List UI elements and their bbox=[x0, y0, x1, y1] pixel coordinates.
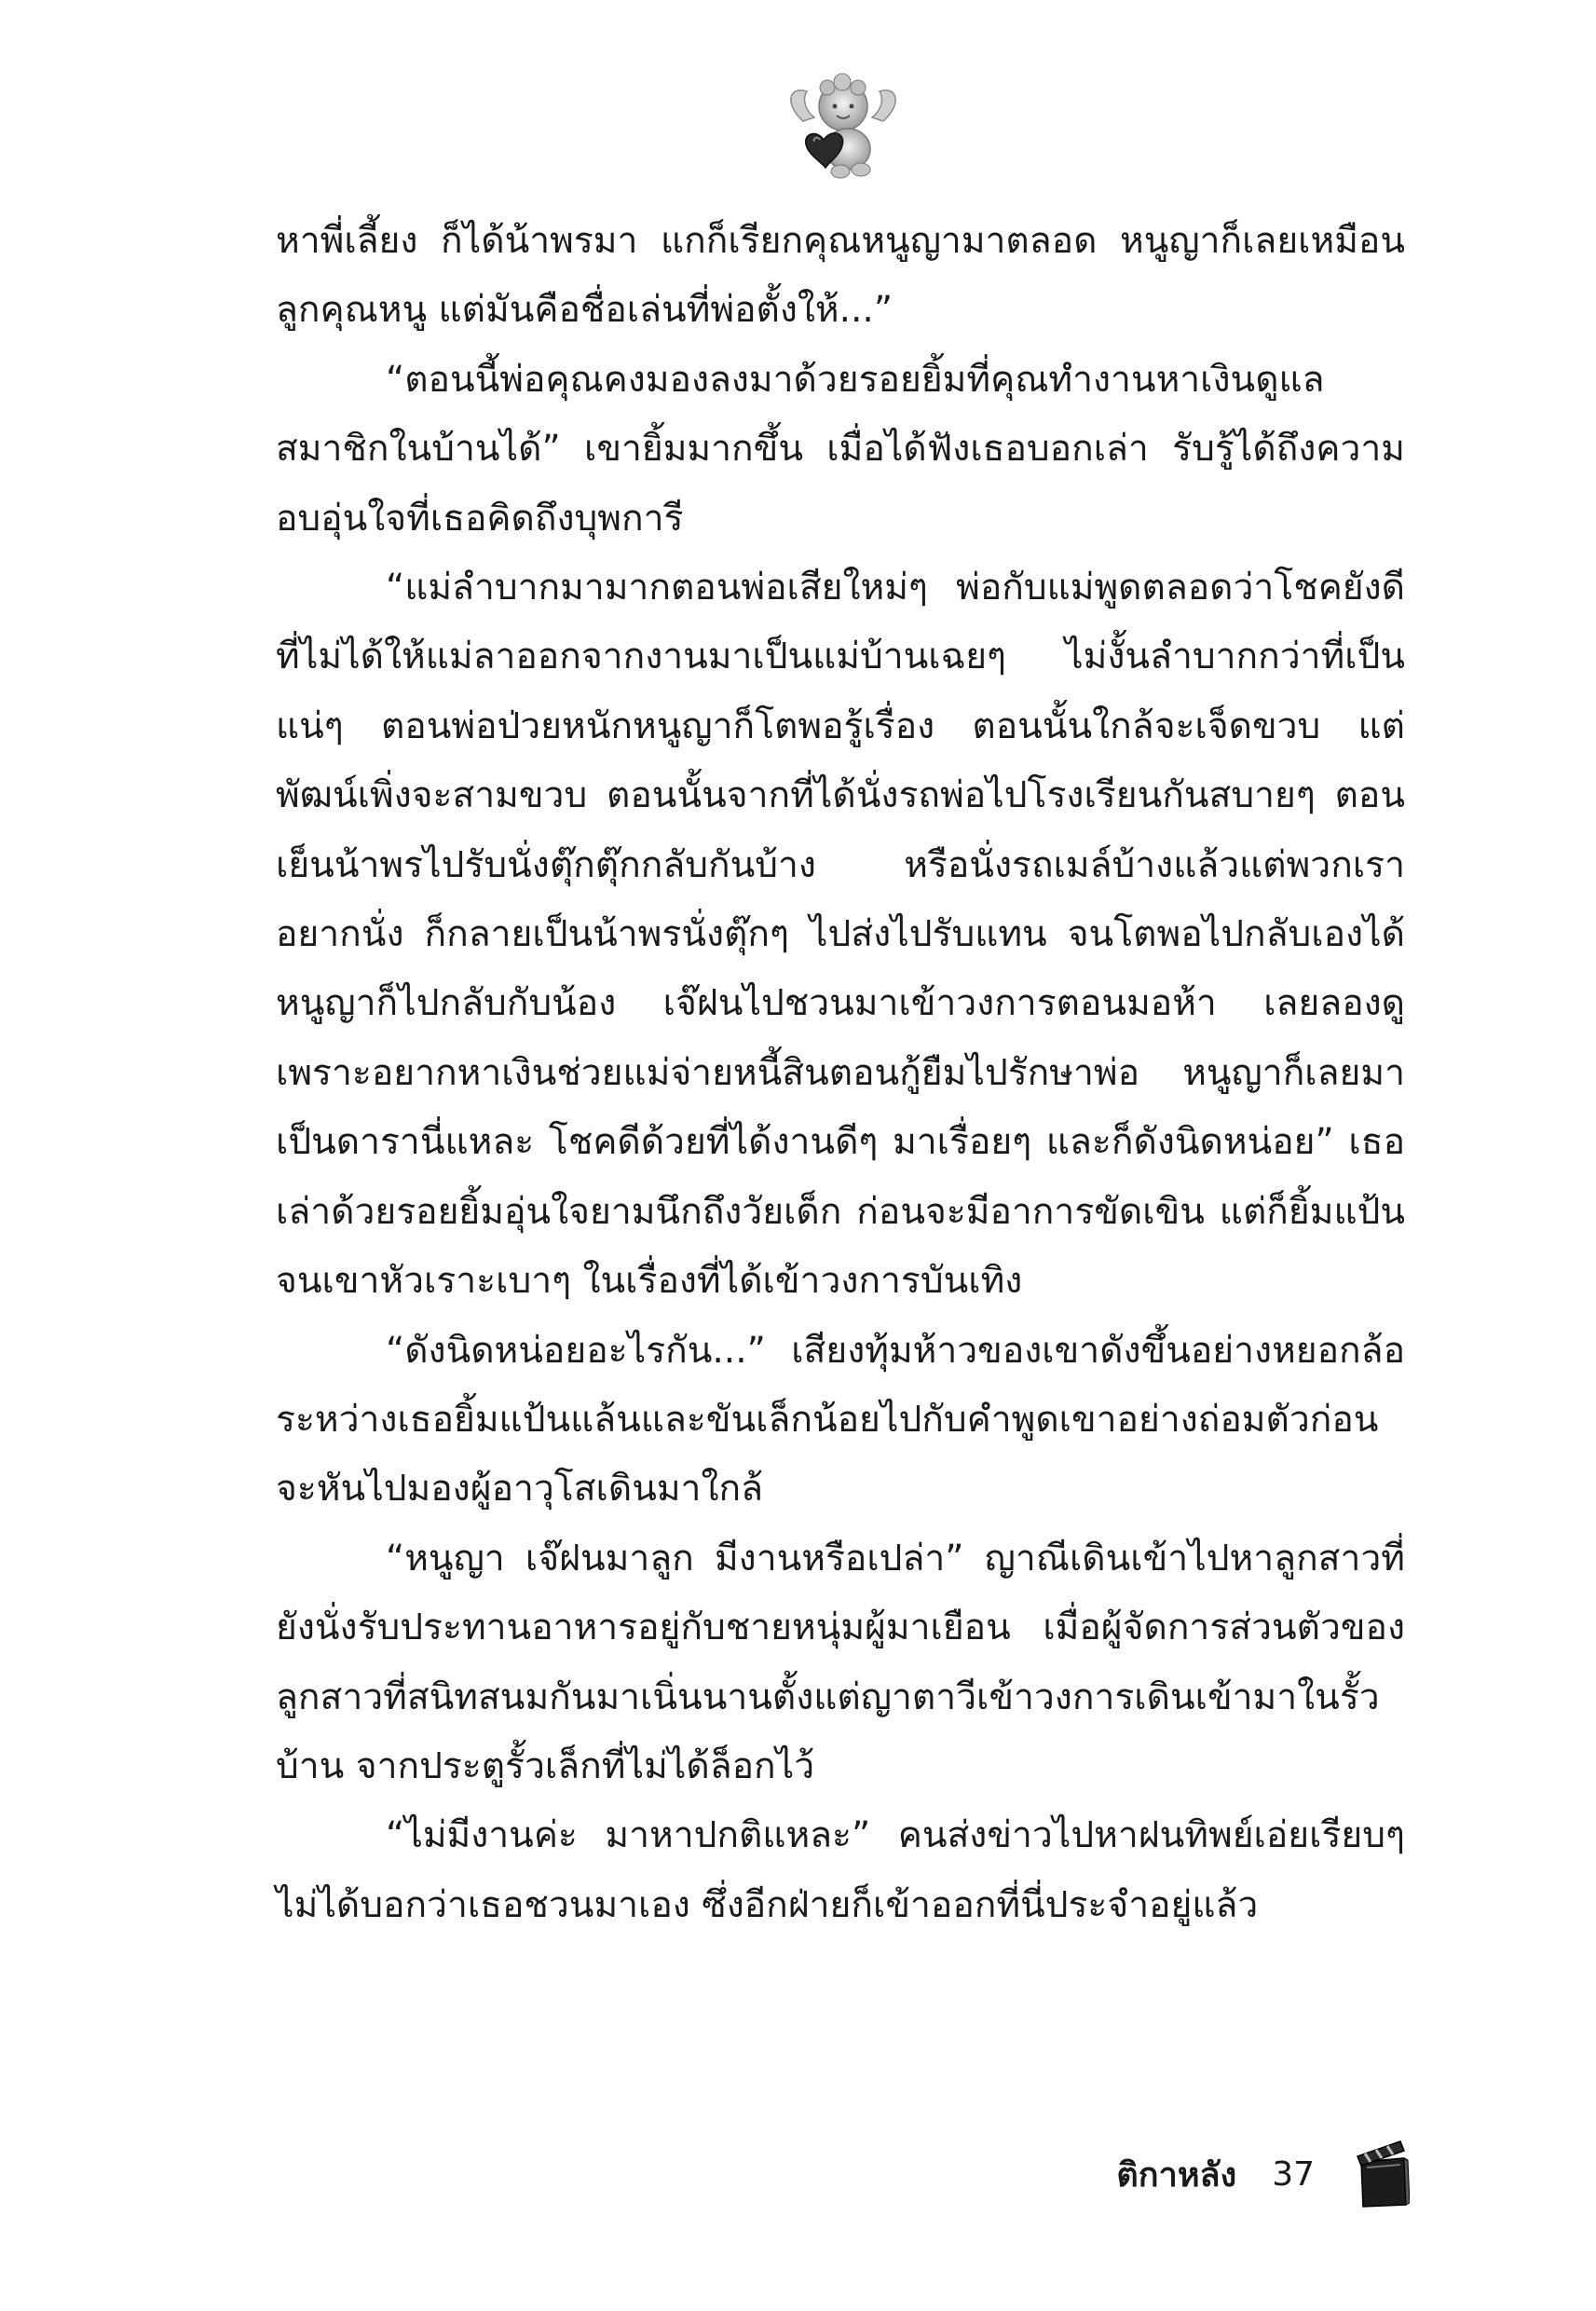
book-title: ติกาหลัง bbox=[1116, 2155, 1237, 2195]
paragraph: “หนูญา เจ๊ฝนมาลูก มีงานหรือเปล่า” ญาณีเดินเข้าไปหาลูกสาวที่ยังนั่งรับประทานอาหารอยู่กับชายหนุ่มผู้มาเยือน เมื่อผู้จัดการส่วนตัวของลูกสาวที่สนิทสนมกันมาเนิ่นนานตั้งแต่ญาตาวีเข้าวงการเดินเข้ามาในรั้วบ้าน จากประตูรั้วเล็กที่ไม่ได้ล็อกไว้ bbox=[276, 1537, 1405, 1787]
page-footer bbox=[1116, 2140, 1410, 2208]
paragraph: “ไม่มีงานค่ะ มาหาปกติแหละ” คนส่งข่าวไปหาฝนทิพย์เอ่ยเรียบๆ ไม่ได้บอกว่าเธอชวนมาเอง ซึ่งอีกฝ่ายก็เข้าออกที่นี่ประจำอยู่แล้ว bbox=[276, 1814, 1405, 1926]
paragraph: “ดังนิดหน่อยอะไรกัน...” เสียงทุ้มห้าวของเขาดังขึ้นอย่างหยอกล้อระหว่างเธอยิ้มแป้นแล้นและขันเล็กน้อยไปกับคำพูดเขาอย่างถ่อมตัวก่อนจะหันไปมองผู้อาวุโสเดินมาใกล้ bbox=[276, 1329, 1405, 1511]
page-number: 37 bbox=[1272, 2154, 1315, 2194]
film-clapperboard-icon bbox=[1354, 2140, 1410, 2208]
paragraph: “ตอนนี้พ่อคุณคงมองลงมาด้วยรอยยิ้มที่คุณทำงานหาเงินดูแลสมาชิกในบ้านได้” เขายิ้มมากขึ้น เมื่อได้ฟังเธอบอกเล่า รับรู้ได้ถึงความอบอุ่นใจที่เธอคิดถึงบุพการี bbox=[276, 358, 1405, 540]
paragraph: หาพี่เลี้ยง ก็ได้น้าพรมา แกก็เรียกคุณหนูญามาตลอด หนูญาก็เลยเหมือนลูกคุณหนู แต่มันคือชื่อเล่นที่พ่อตั้งให้...” bbox=[276, 220, 1405, 332]
body-text bbox=[276, 207, 1405, 1940]
cherub-heart-icon bbox=[783, 67, 904, 188]
paragraph: “แม่ลำบากมามากตอนพ่อเสียใหม่ๆ พ่อกับแม่พูดตลอดว่าโชคยังดีที่ไม่ได้ให้แม่ลาออกจากงานมาเป็นแม่บ้านเฉยๆ ไม่งั้นลำบากกว่าที่เป็นแน่ๆ ตอนพ่อป่วยหนักหนูญาก็โตพอรู้เรื่อง ตอนนั้นใกล้จะเจ็ดขวบ แต่พัฒน์เพิ่งจะสามขวบ ตอนนั้นจากที่ได้นั่งรถพ่อไปโรงเรียนกันสบายๆ ตอนเย็นน้าพรไปรับนั่งตุ๊กตุ๊กกลับกันบ้าง หรือนั่งรถเมล์บ้างแล้วแต่พวกเราอยากนั่ง ก็กลายเป็นน้าพรนั่งตุ๊กๆ ไปส่งไปรับแทน จนโตพอไปกลับเองได้หนูญาก็ไปกลับกับน้อง เจ๊ฝนไปชวนมาเข้าวงการตอนมอห้า เลยลองดูเพราะอยากหาเงินช่วยแม่จ่ายหนี้สินตอนกู้ยืมไปรักษาพ่อ หนูญาก็เลยมาเป็นดารานี่แหละ โชคดีด้วยที่ได้งานดีๆ มาเรื่อยๆ และก็ดังนิดหน่อย” เธอเล่าด้วยรอยยิ้มอุ่นใจยามนึกถึงวัยเด็ก ก่อนจะมีอาการขัดเขิน แต่ก็ยิ้มแป้นจนเขาหัวเราะเบาๆ ในเรื่องที่ได้เข้าวงการบันเทิง bbox=[276, 567, 1405, 1303]
